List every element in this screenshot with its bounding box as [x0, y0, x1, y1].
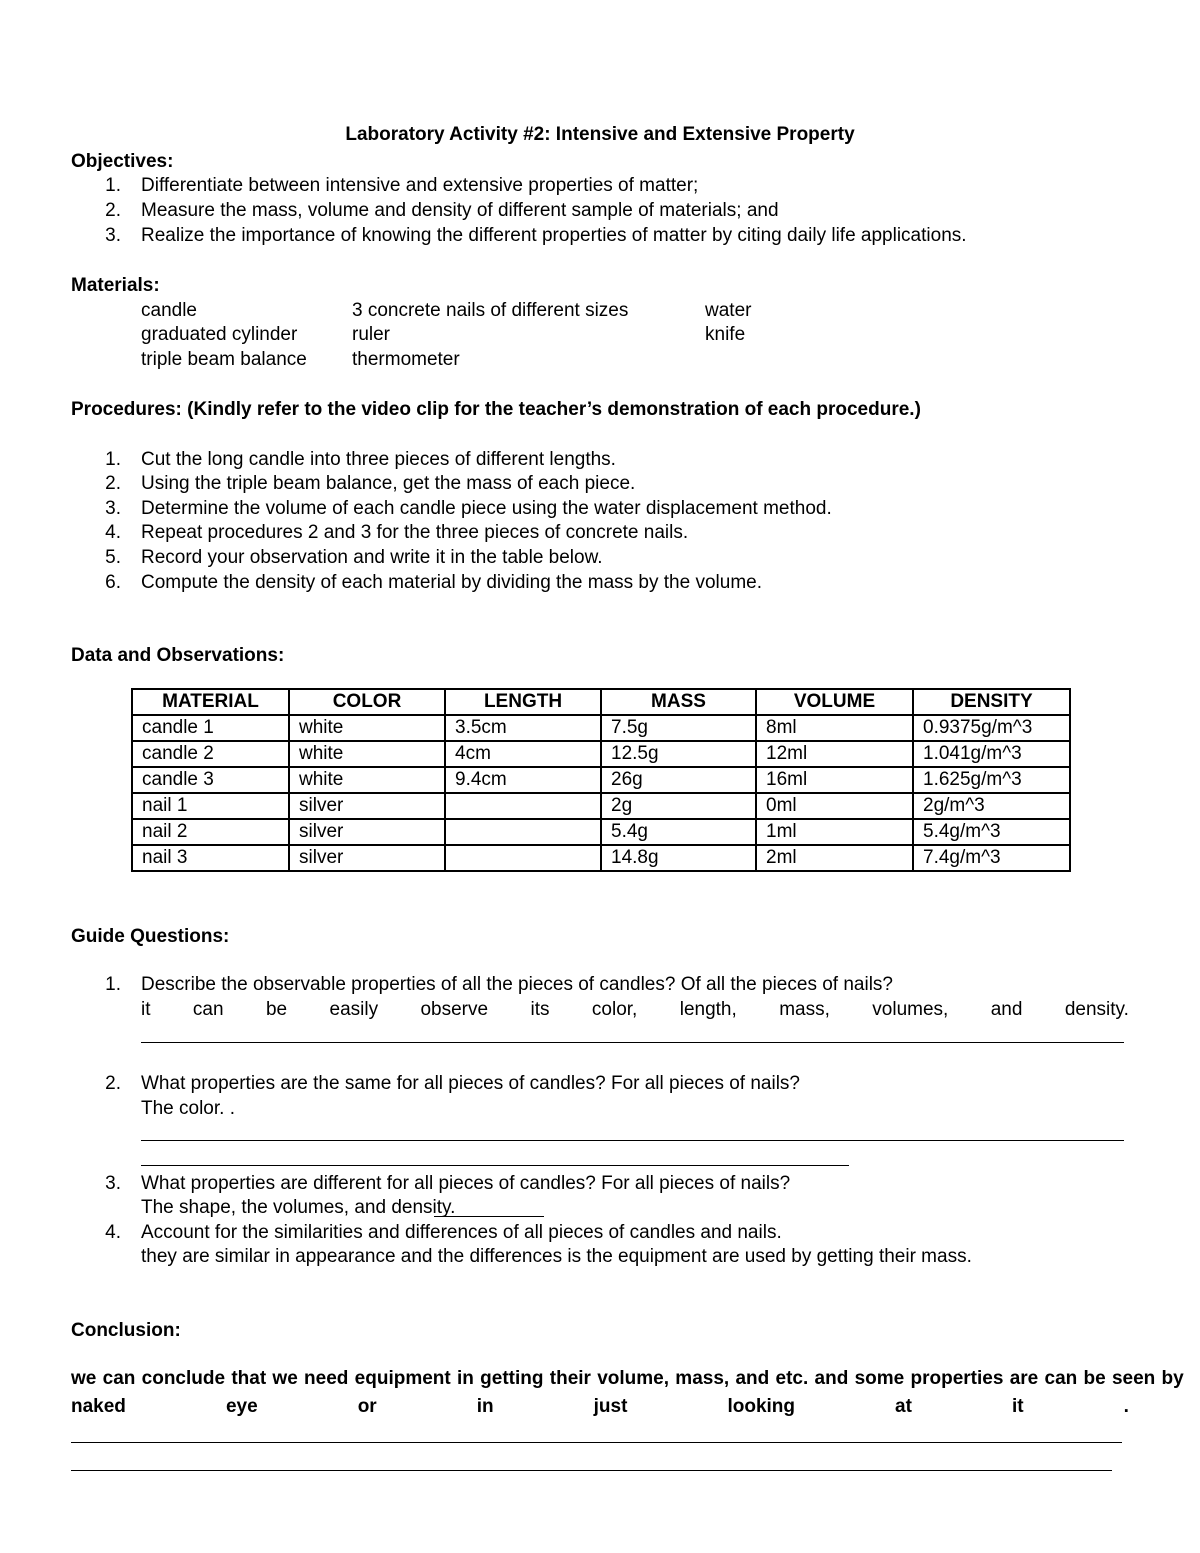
conclusion-word: in: [476, 1396, 494, 1417]
list-number: 1.: [105, 974, 121, 995]
guide-heading: Guide Questions:: [71, 926, 230, 947]
list-number: 3.: [105, 225, 121, 246]
conclusion-blank-line: [71, 1442, 1122, 1443]
table-cell: white: [289, 767, 445, 793]
conclusion-word: or: [357, 1396, 377, 1417]
answer-word: color,: [591, 999, 638, 1020]
table-cell: candle 2: [132, 741, 289, 767]
list-number: 1.: [105, 449, 121, 470]
table-cell: [445, 819, 601, 845]
list-number: 2.: [105, 473, 121, 494]
list-number: 4.: [105, 522, 121, 543]
answer-word: volumes,: [872, 999, 949, 1020]
conclusion-word: .: [1123, 1396, 1129, 1417]
table-cell: 9.4cm: [445, 767, 601, 793]
table-cell: 5.4g: [601, 819, 756, 845]
list-number: 3.: [105, 498, 121, 519]
table-row: [132, 793, 1070, 819]
table-cell: 8ml: [756, 715, 913, 741]
list-number: 2.: [105, 1073, 121, 1094]
answer-word: observe: [420, 999, 489, 1020]
table-cell: 14.8g: [601, 845, 756, 871]
table-cell: 2g: [601, 793, 756, 819]
table-cell: 7.5g: [601, 715, 756, 741]
table-cell: 0.9375g/m^3: [913, 715, 1070, 741]
data-table: [131, 688, 1071, 872]
conclusion-word: it: [1011, 1396, 1024, 1417]
material-item: candle: [141, 300, 197, 321]
table-cell: candle 3: [132, 767, 289, 793]
answer-word: length,: [679, 999, 737, 1020]
table-cell: 4cm: [445, 741, 601, 767]
answer-3: The shape, the volumes, and density.: [141, 1197, 456, 1218]
procedure-item: Record your observation and write it in the table below.: [141, 547, 603, 568]
answer-blank-line: [141, 1042, 1124, 1043]
question-4: Account for the similarities and differences of all pieces of candles and nails.: [141, 1222, 782, 1243]
table-cell: candle 1: [132, 715, 289, 741]
procedure-item: Using the triple beam balance, get the mass of each piece.: [141, 473, 636, 494]
conclusion-word: at: [895, 1396, 912, 1417]
answer-blank-line: [434, 1216, 544, 1217]
objective-item: Realize the importance of knowing the different properties of matter by citing daily life applications.: [141, 225, 967, 246]
material-item: 3 concrete nails of different sizes: [352, 300, 629, 321]
answer-2: The color. .: [141, 1098, 235, 1119]
procedure-item: Determine the volume of each candle piece using the water displacement method.: [141, 498, 832, 519]
procedures-heading: Procedures: (Kindly refer to the video clip for the teacher’s demonstration of each procedure.): [71, 399, 921, 420]
table-cell: 0ml: [756, 793, 913, 819]
procedure-item: Compute the density of each material by dividing the mass by the volume.: [141, 572, 762, 593]
table-cell: 1.041g/m^3: [913, 741, 1070, 767]
table-cell: 1ml: [756, 819, 913, 845]
material-item: thermometer: [352, 349, 460, 370]
answer-word: it: [141, 999, 151, 1020]
conclusion-line-2: [71, 1396, 1129, 1418]
column-header: DENSITY: [913, 689, 1070, 715]
answer-word: easily: [329, 999, 379, 1020]
column-header: MATERIAL: [132, 689, 289, 715]
table-cell: 16ml: [756, 767, 913, 793]
materials-heading: Materials:: [71, 275, 160, 296]
procedure-item: Repeat procedures 2 and 3 for the three pieces of concrete nails.: [141, 522, 689, 543]
answer-word: density.: [1064, 999, 1129, 1020]
list-number: 1.: [105, 175, 121, 196]
table-cell: 3.5cm: [445, 715, 601, 741]
page-title: Laboratory Activity #2: Intensive and Extensive Property: [345, 124, 855, 145]
answer-word: can: [192, 999, 224, 1020]
question-1: Describe the observable properties of all the pieces of candles? Of all the pieces of nails?: [141, 974, 893, 995]
table-cell: nail 3: [132, 845, 289, 871]
list-number: 5.: [105, 547, 121, 568]
conclusion-blank-line: [71, 1470, 1112, 1471]
conclusion-word: looking: [727, 1396, 796, 1417]
column-header: MASS: [601, 689, 756, 715]
table-cell: [445, 793, 601, 819]
table-row: [132, 715, 1070, 741]
table-header-row: [132, 689, 1070, 715]
list-number: 4.: [105, 1222, 121, 1243]
table-row: [132, 845, 1070, 871]
table-cell: silver: [289, 793, 445, 819]
answer-word: mass,: [779, 999, 830, 1020]
table-cell: 2g/m^3: [913, 793, 1070, 819]
data-heading: Data and Observations:: [71, 645, 285, 666]
answer-4: they are similar in appearance and the differences is the equipment are used by getting their mass.: [141, 1246, 972, 1267]
conclusion-word: naked: [71, 1396, 126, 1417]
answer-word: be: [265, 999, 288, 1020]
table-cell: 12.5g: [601, 741, 756, 767]
table-cell: 12ml: [756, 741, 913, 767]
objective-item: Differentiate between intensive and extensive properties of matter;: [141, 175, 699, 196]
table-cell: 7.4g/m^3: [913, 845, 1070, 871]
table-cell: [445, 845, 601, 871]
table-cell: silver: [289, 845, 445, 871]
table-cell: 5.4g/m^3: [913, 819, 1070, 845]
table-cell: silver: [289, 819, 445, 845]
material-item: triple beam balance: [141, 349, 307, 370]
table-cell: 26g: [601, 767, 756, 793]
table-cell: white: [289, 741, 445, 767]
table-cell: nail 2: [132, 819, 289, 845]
table-row: [132, 819, 1070, 845]
table-cell: 1.625g/m^3: [913, 767, 1070, 793]
material-item: ruler: [352, 324, 391, 345]
conclusion-heading: Conclusion:: [71, 1320, 181, 1341]
objectives-heading: Objectives:: [71, 151, 174, 172]
table-cell: nail 1: [132, 793, 289, 819]
table-row: [132, 741, 1070, 767]
list-number: 2.: [105, 200, 121, 221]
material-item: water: [705, 300, 752, 321]
list-number: 3.: [105, 1173, 121, 1194]
question-2: What properties are the same for all pieces of candles? For all pieces of nails?: [141, 1073, 800, 1094]
table-cell: 2ml: [756, 845, 913, 871]
material-item: knife: [705, 324, 746, 345]
table-cell: white: [289, 715, 445, 741]
question-3: What properties are different for all pieces of candles? For all pieces of nails?: [141, 1173, 791, 1194]
material-item: graduated cylinder: [141, 324, 298, 345]
conclusion-word: just: [593, 1396, 628, 1417]
answer-1: [141, 999, 1129, 1021]
objective-item: Measure the mass, volume and density of different sample of materials; and: [141, 200, 779, 221]
answer-word: and: [990, 999, 1023, 1020]
answer-word: its: [530, 999, 550, 1020]
conclusion-text: we can conclude that we need equipment in getting their volume, mass, and etc. and some properties are can be seen by: [71, 1368, 1184, 1389]
conclusion-word: eye: [225, 1396, 258, 1417]
answer-blank-line: [141, 1165, 849, 1166]
column-header: COLOR: [289, 689, 445, 715]
answer-blank-line: [141, 1140, 1124, 1141]
column-header: LENGTH: [445, 689, 601, 715]
column-header: VOLUME: [756, 689, 913, 715]
table-row: [132, 767, 1070, 793]
list-number: 6.: [105, 572, 121, 593]
procedure-item: Cut the long candle into three pieces of different lengths.: [141, 449, 616, 470]
